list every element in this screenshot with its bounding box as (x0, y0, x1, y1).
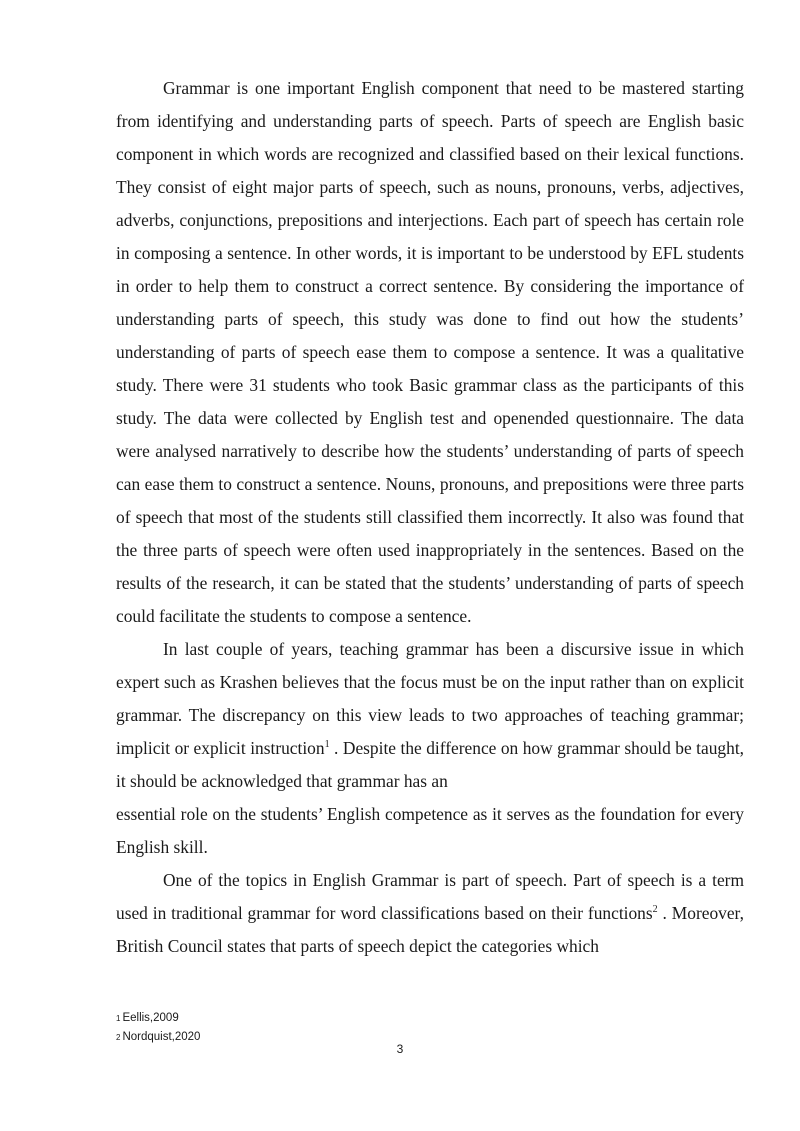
footnote-text: Eellis,2009 (122, 1012, 179, 1024)
footnote-reference-2[interactable]: 2 (652, 904, 658, 915)
paragraph-abstract (116, 72, 744, 633)
paragraph-part-of-speech-text-cont: . Moreover, British Council states that parts of speech depict the categories which (116, 903, 744, 956)
footnote-1 (116, 1009, 200, 1028)
paragraph-teaching-grammar (116, 633, 744, 798)
footnote-reference-1[interactable]: 1 (324, 739, 330, 750)
paragraph-teaching-grammar-text-cont: . Despite the difference on how grammar should be taught, it should be acknowledged that grammar has an (116, 738, 744, 791)
footnote-number: 2 (116, 1033, 121, 1042)
paragraph-teaching-grammar-continued (116, 798, 744, 864)
page-number: 3 (396, 1042, 404, 1056)
paragraph-teaching-grammar-text: In last couple of years, teaching grammar has been a discursive issue in which expert such as Krashen believes that the focus must be on the input rather than on explicit grammar. The discrepancy on this view leads to two approaches of teaching grammar; implicit or explicit instruction (116, 639, 744, 758)
footnote-text: Nordquist,2020 (122, 1031, 201, 1043)
paragraph-part-of-speech-text: One of the topics in English Grammar is part of speech. Part of speech is a term used in traditional grammar for word classifications based on their functions (116, 870, 744, 923)
paragraph-teaching-grammar-text-end: essential role on the students’ English competence as it serves as the foundation for every English skill. (116, 804, 744, 857)
footnote-number: 1 (116, 1014, 121, 1023)
paragraph-part-of-speech (116, 864, 744, 963)
paragraph-abstract-text: Grammar is one important English component that need to be mastered starting from identifying and understanding parts of speech. Parts of speech are English basic component in which words are recognized and classified based on their lexical functions. They consist of eight major parts of speech, such as nouns, pronouns, verbs, adjectives, adverbs, conjunctions, prepositions and interjections. Each part of speech has certain role in composing a sentence. In other words, it is important to be understood by EFL students in order to help them to construct a correct sentence. By considering the importance of understanding parts of speech, this study was done to find out how the students’ understanding of parts of speech ease them to compose a sentence. It was a qualitative study. There were 31 students who took Basic grammar class as the participants of this study. The data were collected by English test and openended questionnaire. The data were analysed narratively to describe how the students’ understanding of parts of speech can ease them to construct a sentence. Nouns, pronouns, and prepositions were three parts of speech that most of the students still classified them incorrectly. It also was found that the three parts of speech were often used inappropriately in the sentences. Based on the results of the research, it can be stated that the students’ understanding of parts of speech could facilitate the students to compose a sentence. (116, 78, 744, 626)
body-text (116, 72, 744, 963)
